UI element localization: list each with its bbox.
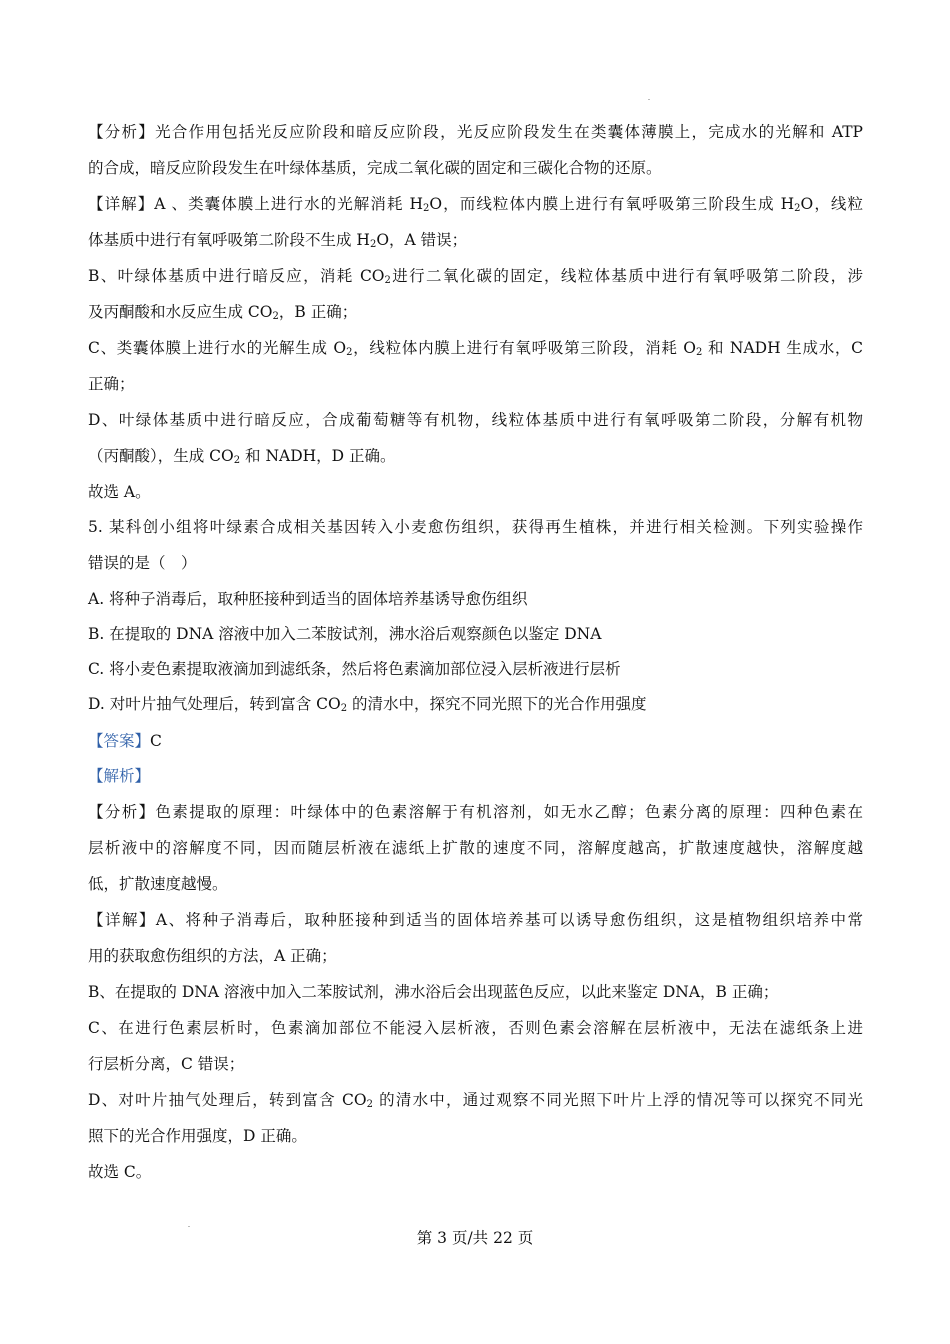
detail-1-line-d1: D、叶绿体基质中进行暗反应，合成葡萄糖等有机物，线粒体基质中进行有氧呼吸第二阶段，分解有机物 [88, 411, 863, 429]
detail-2-line-d2: 照下的光合作用强度，D 正确。 [88, 1127, 307, 1145]
answer-tag: 【答案】 [88, 732, 151, 750]
answer-value: C [150, 732, 162, 750]
speck-mark [648, 99, 650, 100]
detail-2-line-c2: 行层析分离，C 错误； [88, 1055, 245, 1073]
detail-2-line-c1: C、在进行色素层析时，色素滴加部位不能浸入层析液，否则色素会溶解在层析液中，无法在滤纸条上进 [88, 1019, 863, 1037]
question-5-stem-line-1: 5. 某科创小组将叶绿素合成相关基因转入小麦愈伤组织，获得再生植株，并进行相关检测。下列实验操作 [88, 518, 863, 536]
detail-1-conclusion: 故选 A。 [88, 483, 151, 501]
detail-2-conclusion: 故选 C。 [88, 1163, 152, 1181]
question-5-option-b: B. 在提取的 DNA 溶液中加入二苯胺试剂，沸水浴后观察颜色以鉴定 DNA [88, 625, 602, 643]
answer-line [88, 731, 863, 751]
page-footer: 第 3 页/共 22 页 [416, 1229, 534, 1247]
detail-2-line-b1: B、在提取的 DNA 溶液中加入二苯胺试剂，沸水浴后会出现蓝色反应，以此来鉴定 DNA，B 正确； [88, 983, 779, 1001]
question-5-stem-line-2: 错误的是（ ） [88, 554, 197, 572]
detail-2-line-a2: 用的获取愈伤组织的方法，A 正确； [88, 947, 337, 965]
analysis-2-line-2: 层析液中的溶解度不同，因而随层析液在滤纸上扩散的速度不同，溶解度越高，扩散速度越快，溶解度越 [88, 839, 863, 857]
explain-tag: 【解析】 [88, 767, 151, 785]
detail-1-line-c1: C、类囊体膜上进行水的光解生成 $O_2$，线粒体内膜上进行有氧呼吸第三阶段，消耗 $O_2$ 和 NADH 生成水，C [88, 339, 864, 358]
detail-1-line-c2: 正确； [88, 375, 135, 393]
question-5-option-c: C. 将小麦色素提取液滴加到滤纸条，然后将色素滴加部位浸入层析液进行层析 [88, 660, 621, 678]
analysis-2-line-3: 低，扩散速度越慢。 [88, 875, 228, 893]
analysis-1-line-2: 的合成，暗反应阶段发生在叶绿体基质，完成二氧化碳的固定和三碳化合物的还原。 [88, 159, 662, 177]
detail-1-line-a2: 体基质中进行有氧呼吸第二阶段不生成 $H_2O$，A 错误； [88, 231, 468, 250]
detail-1-line-a1: 【详解】A 、类囊体膜上进行水的光解消耗 $H_2O$，而线粒体内膜上进行有氧呼吸第三阶段生成 $H_2O$，线粒 [88, 195, 863, 214]
detail-1-line-d2: （丙酮酸），生成 $CO_2$ 和 NADH，D 正确。 [88, 447, 396, 466]
detail-1-line-b2: 及丙酮酸和水反应生成 $CO_2$，B 正确； [88, 303, 358, 322]
analysis-2-line-1: 【分析】色素提取的原理：叶绿体中的色素溶解于有机溶剂，如无水乙醇；色素分离的原理：四种色素在 [88, 803, 863, 821]
question-5-option-a: A. 将种子消毒后，取种胚接种到适当的固体培养基诱导愈伤组织 [88, 590, 528, 608]
detail-2-line-d1: D、对叶片抽气处理后，转到富含 $CO_2$ 的清水中，通过观察不同光照下叶片上浮的情况等可以探究不同光 [88, 1091, 863, 1110]
analysis-1-line-1: 【分析】光合作用包括光反应阶段和暗反应阶段，光反应阶段发生在类囊体薄膜上，完成水的光解和 ATP [88, 123, 863, 141]
detail-2-line-a1: 【详解】A、将种子消毒后，取种胚接种到适当的固体培养基可以诱导愈伤组织，这是植物组织培养中常 [88, 911, 863, 929]
question-5-option-d: D. 对叶片抽气处理后，转到富含 $CO_2$ 的清水中，探究不同光照下的光合作用强度 [88, 695, 647, 714]
detail-1-line-b1: B、叶绿体基质中进行暗反应，消耗 $CO_2$进行二氧化碳的固定，线粒体基质中进行有氧呼吸第二阶段，涉 [88, 267, 863, 286]
